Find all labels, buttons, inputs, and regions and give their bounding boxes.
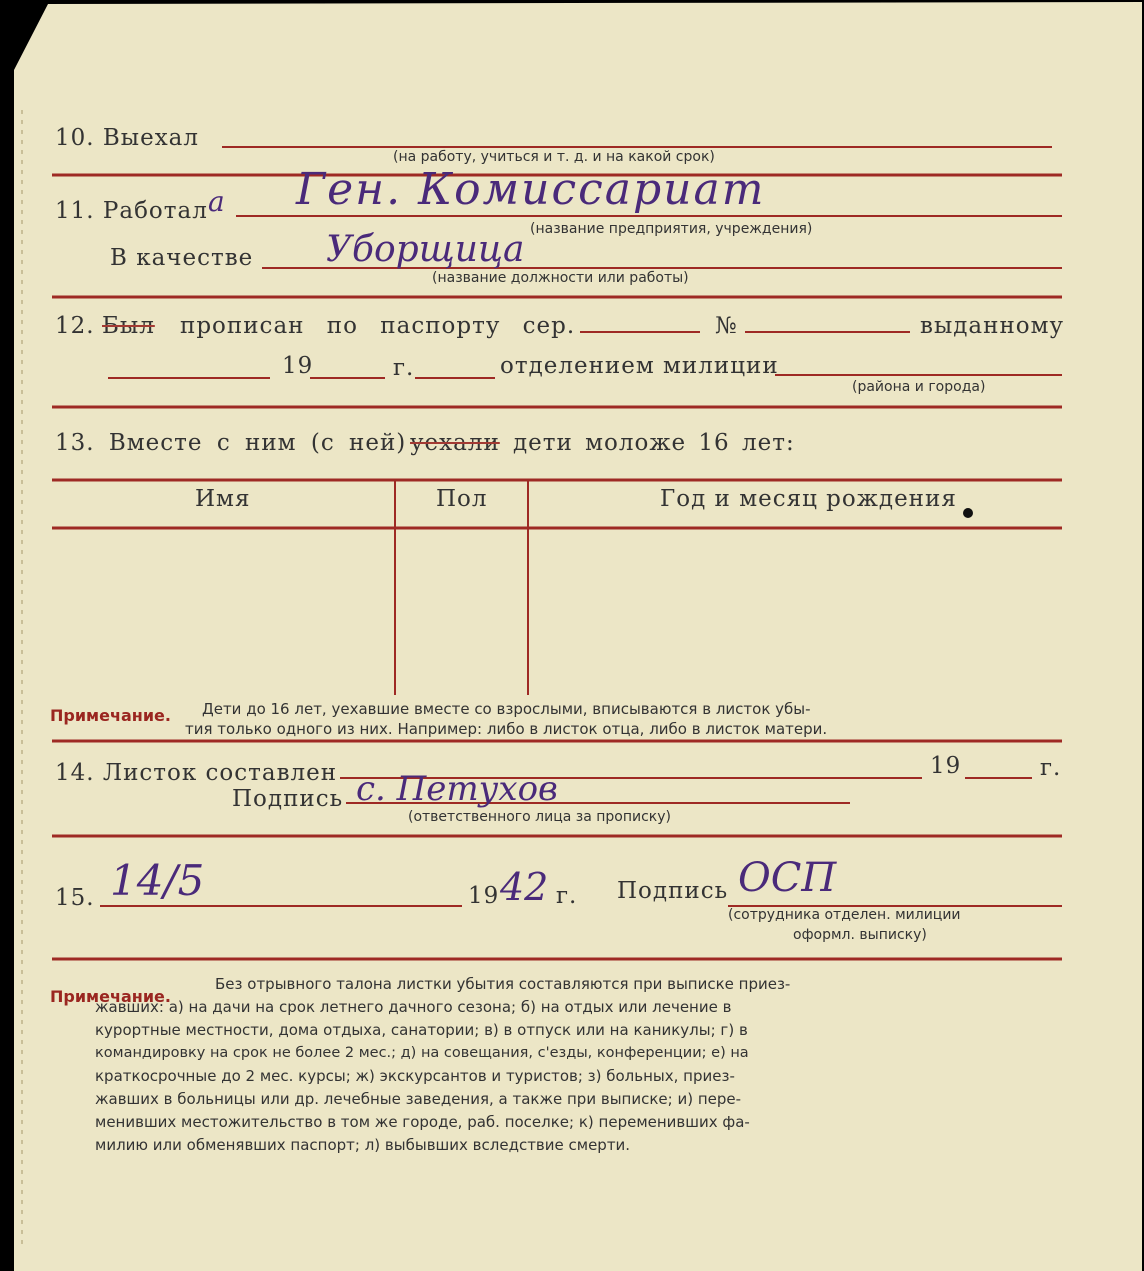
note2-head: Примечание. xyxy=(50,987,171,1006)
row12-year: 19 xyxy=(282,353,314,379)
row15-sign-label: Подпись xyxy=(617,878,729,904)
row13-struck-word: уехали xyxy=(410,430,500,456)
row14-year: 19 xyxy=(930,753,962,779)
note2-line6: жавших в больницы или др. лечебные заведения, а также при выписке; и) пере- xyxy=(95,1090,742,1108)
note1-head: Примечание. xyxy=(50,706,171,725)
note2-line1: Без отрывного талона листки убытия составляются при выписке приез- xyxy=(215,975,791,993)
note2-line2: жавших: а) на дачи на срок летнего дачного сезона; б) на отдых или лечение в xyxy=(95,998,732,1016)
row11-sub: (название предприятия, учреждения) xyxy=(530,221,813,237)
note2-line7: менивших местожительство в том же городе, раб. поселке; к) переменивших фа- xyxy=(95,1113,750,1131)
row15-year-handwritten: 42 xyxy=(500,865,549,909)
row13-label-a: 13. Вместе с ним (с ней) xyxy=(55,430,407,456)
row12-text: прописан по паспорту сер. xyxy=(180,313,576,339)
row15-year-prefix: 19 xyxy=(468,883,500,909)
row11-position-handwritten: Уборщица xyxy=(326,229,525,270)
row15-sub1: (сотрудника отделен. милиции xyxy=(728,907,961,923)
note1-line2: тия только одного из них. Например: либо в листок отца, либо в листок матери. xyxy=(185,720,828,738)
row15-sub2: оформл. выписку) xyxy=(793,927,927,943)
note2-line3: курортные местности, дома отдыха, санатории; в) в отпуск или на каникулы; г) в xyxy=(95,1021,748,1039)
row12-dept: отделением милиции xyxy=(500,353,779,379)
note2-line4: командировку на срок не более 2 мес.; д) на совещания, с'езды, конференции; е) на xyxy=(95,1045,749,1061)
row12-g: г. xyxy=(393,355,415,381)
row15-g: г. xyxy=(556,883,578,909)
row12-struck-word: Был xyxy=(102,313,155,339)
row14-sub: (ответственного лица за прописку) xyxy=(408,809,671,825)
row14-signature-handwritten: с. Петухов xyxy=(356,769,558,809)
row10-sub: (на работу, учиться и т. д. и на какой срок) xyxy=(393,149,715,165)
row11-qual-sub: (название должности или работы) xyxy=(432,270,689,286)
row11-employer-handwritten: Ген. Комиссариат xyxy=(296,164,766,215)
note2-line5: краткосрочные до 2 мес. курсы; ж) экскурсантов и туристов; з) больных, приез- xyxy=(95,1067,735,1085)
row14-g: г. xyxy=(1040,755,1062,781)
row14-sign-label: Подпись xyxy=(232,786,344,812)
row15-num: 15. xyxy=(55,885,95,911)
row15-signature-handwritten: ОСП xyxy=(738,855,837,901)
row12-issued: выданному xyxy=(920,313,1065,339)
row11-label: 11. Работал xyxy=(55,198,208,224)
row15-date-handwritten: 14/5 xyxy=(110,856,205,905)
ink-dot xyxy=(963,508,973,518)
row14-label: 14. Листок составлен xyxy=(55,760,338,786)
row10-label: 10. Выехал xyxy=(55,125,200,151)
note1-line1: Дети до 16 лет, уехавшие вместе со взрослыми, вписываются в листок убы- xyxy=(202,700,811,718)
col-header-name: Имя xyxy=(195,486,251,512)
col-header-dob: Год и месяц рождения xyxy=(660,486,957,512)
row11-qual-label: В качестве xyxy=(110,245,254,271)
note2-line8: милию или обменявших паспорт; л) выбывших вследствие смерти. xyxy=(95,1136,631,1154)
col-header-sex: Пол xyxy=(436,486,488,512)
row11-hand-prefix: а xyxy=(208,185,225,218)
row12-number-sign: № xyxy=(715,313,738,339)
row12-num: 12. xyxy=(55,313,95,339)
row13-label-b: дети моложе 16 лет: xyxy=(513,430,795,456)
row12-sub: (района и города) xyxy=(852,379,986,395)
